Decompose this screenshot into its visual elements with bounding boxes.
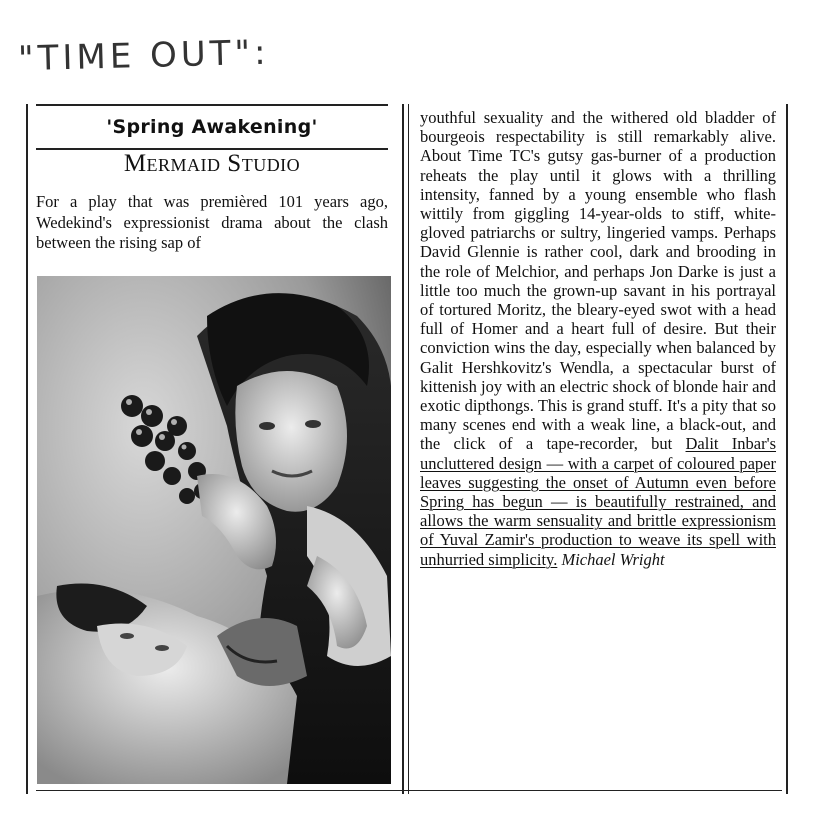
article-body-main: youthful sexuality and the withered old bladder of bourgeois respectability is still remarkably alive. About Time TC's gutsy gas-burner of a production reheats the play until it glows with a thrilling intensity, fanned by a young ensemble who flash wittily from giggling 14-year-olds to stiff, white-gloved patriarchs or sultry, lingeried vamps. Perhaps David Glennie is rather cool, dark and brooding in the role of Melchior, and perhaps Jon Darke is just a little too much the grown-up savant in his portrayal of tortured Moritz, the bleary-eyed swot with a head full of Homer and a heart full of desire. But their conviction wins the day, especially when balanced by Galit Hershkovitz's Wendla, a spectacular burst of kittenish joy with an electric shock of blonde hair and exotic dipthongs. This is grand stuff. It's a pity that so many scenes end with a weak line, a black-out, and the click of a tape-recorder, but — [420, 108, 776, 454]
right-column — [420, 108, 776, 569]
article-intro: For a play that was premièred 101 years ago, Wedekind's expressionist drama about the clash between the rising sap of — [36, 192, 388, 252]
column-divider-right — [408, 104, 409, 794]
production-photo — [37, 276, 391, 784]
article-byline: Michael Wright — [561, 549, 665, 569]
article-body — [420, 108, 776, 569]
left-column — [36, 108, 388, 254]
left-frame-rule — [26, 104, 28, 794]
article-kicker: 'Spring Awakening' — [106, 116, 318, 138]
article-venue: Mermaid Studio — [123, 150, 301, 177]
right-frame-rule — [786, 104, 788, 794]
column-divider-left — [402, 104, 404, 794]
production-photo-image — [37, 276, 391, 784]
handwritten-source-label: "TIME OUT": — [17, 32, 271, 80]
article-body-underlined: Dalit Inbar's uncluttered design — with a carpet of coloured paper leaves suggesting the onset of Autumn even before Spring has begun — is beautifully restrained, and allows the warm sensuality and brittle expressionism of Yuval Zamir's production to weave its spell with unhurried simplicity. — [420, 434, 777, 569]
bottom-rule — [36, 790, 782, 791]
top-rule-left — [36, 104, 388, 106]
